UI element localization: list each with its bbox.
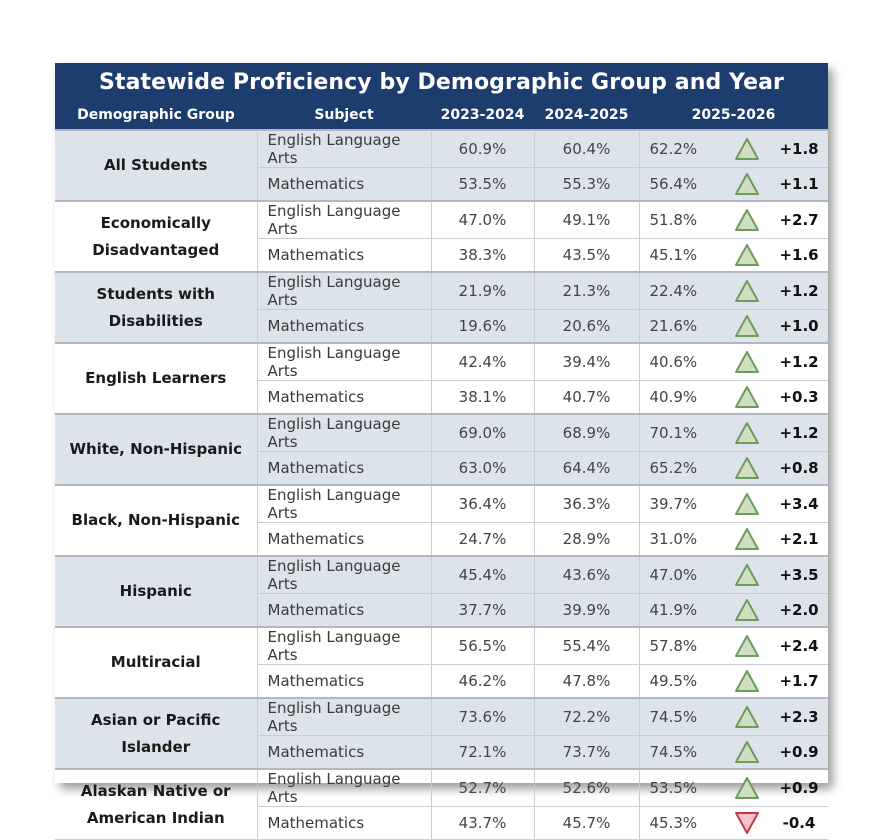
change-value-cell: +1.2	[770, 343, 828, 381]
value-2023-2024-cell: 63.0%	[431, 452, 534, 486]
value-2025-2026-cell: 74.5%	[639, 736, 723, 770]
value-2025-2026-cell: 40.6%	[639, 343, 723, 381]
value-2024-2025-cell: 43.6%	[534, 556, 639, 594]
value-2025-2026-cell: 47.0%	[639, 556, 723, 594]
trend-indicator-cell	[723, 414, 770, 452]
value-2025-2026-cell: 51.8%	[639, 201, 723, 239]
subject-cell: English Language Arts	[257, 343, 431, 381]
triangle-up-icon	[734, 705, 760, 729]
trend-indicator-cell	[723, 201, 770, 239]
demographic-group-cell: Alaskan Native or American Indian	[55, 769, 257, 840]
table-row	[55, 698, 828, 736]
change-value-cell: +0.9	[770, 736, 828, 770]
value-2023-2024-cell: 38.3%	[431, 239, 534, 273]
trend-indicator-cell	[723, 627, 770, 665]
demographic-group-cell: Students with Disabilities	[55, 272, 257, 343]
triangle-up-icon	[734, 669, 760, 693]
trend-indicator-cell	[723, 452, 770, 486]
change-value-cell: +2.4	[770, 627, 828, 665]
value-2024-2025-cell: 72.2%	[534, 698, 639, 736]
change-value-cell: +1.8	[770, 130, 828, 168]
demographic-group-cell: All Students	[55, 130, 257, 201]
subject-cell: English Language Arts	[257, 414, 431, 452]
value-2025-2026-cell: 39.7%	[639, 485, 723, 523]
subject-cell: Mathematics	[257, 736, 431, 770]
subject-cell: Mathematics	[257, 310, 431, 344]
value-2024-2025-cell: 45.7%	[534, 807, 639, 840]
subject-cell: English Language Arts	[257, 485, 431, 523]
trend-indicator-cell	[723, 310, 770, 344]
table-row	[55, 130, 828, 168]
value-2025-2026-cell: 40.9%	[639, 381, 723, 415]
change-value-cell: +1.0	[770, 310, 828, 344]
demographic-group-cell: English Learners	[55, 343, 257, 414]
value-2023-2024-cell: 56.5%	[431, 627, 534, 665]
triangle-up-icon	[734, 137, 760, 161]
triangle-up-icon	[734, 776, 760, 800]
triangle-up-icon	[734, 243, 760, 267]
demographic-group-cell: Economically Disadvantaged	[55, 201, 257, 272]
subject-cell: Mathematics	[257, 594, 431, 628]
proficiency-table	[55, 63, 828, 840]
trend-indicator-cell	[723, 381, 770, 415]
trend-indicator-cell	[723, 556, 770, 594]
table-row	[55, 556, 828, 594]
change-value-cell: -0.4	[770, 807, 828, 840]
table-row	[55, 272, 828, 310]
table-row	[55, 627, 828, 665]
trend-indicator-cell	[723, 769, 770, 807]
value-2023-2024-cell: 24.7%	[431, 523, 534, 557]
header-subject: Subject	[257, 101, 431, 130]
change-value-cell: +2.3	[770, 698, 828, 736]
table-title: Statewide Proficiency by Demographic Group and Year	[55, 63, 828, 101]
change-value-cell: +3.5	[770, 556, 828, 594]
value-2025-2026-cell: 31.0%	[639, 523, 723, 557]
value-2023-2024-cell: 42.4%	[431, 343, 534, 381]
value-2023-2024-cell: 60.9%	[431, 130, 534, 168]
triangle-up-icon	[734, 385, 760, 409]
change-value-cell: +1.7	[770, 665, 828, 699]
change-value-cell: +1.1	[770, 168, 828, 202]
change-value-cell: +2.7	[770, 201, 828, 239]
table-row	[55, 485, 828, 523]
triangle-up-icon	[734, 350, 760, 374]
table-row	[55, 343, 828, 381]
header-demographic-group: Demographic Group	[55, 101, 257, 130]
subject-cell: English Language Arts	[257, 769, 431, 807]
subject-cell: Mathematics	[257, 239, 431, 273]
subject-cell: English Language Arts	[257, 130, 431, 168]
value-2025-2026-cell: 70.1%	[639, 414, 723, 452]
value-2025-2026-cell: 22.4%	[639, 272, 723, 310]
value-2023-2024-cell: 53.5%	[431, 168, 534, 202]
value-2024-2025-cell: 28.9%	[534, 523, 639, 557]
trend-indicator-cell	[723, 130, 770, 168]
value-2024-2025-cell: 43.5%	[534, 239, 639, 273]
table-row	[55, 769, 828, 807]
table-row	[55, 414, 828, 452]
value-2025-2026-cell: 57.8%	[639, 627, 723, 665]
value-2024-2025-cell: 52.6%	[534, 769, 639, 807]
table-body	[55, 130, 828, 840]
triangle-up-icon	[734, 456, 760, 480]
value-2024-2025-cell: 21.3%	[534, 272, 639, 310]
trend-indicator-cell	[723, 807, 770, 840]
value-2023-2024-cell: 73.6%	[431, 698, 534, 736]
value-2024-2025-cell: 64.4%	[534, 452, 639, 486]
value-2023-2024-cell: 72.1%	[431, 736, 534, 770]
header-2025-2026: 2025-2026	[639, 101, 828, 130]
trend-indicator-cell	[723, 485, 770, 523]
value-2023-2024-cell: 45.4%	[431, 556, 534, 594]
change-value-cell: +1.6	[770, 239, 828, 273]
value-2024-2025-cell: 55.3%	[534, 168, 639, 202]
header-2023-2024: 2023-2024	[431, 101, 534, 130]
value-2025-2026-cell: 56.4%	[639, 168, 723, 202]
value-2024-2025-cell: 49.1%	[534, 201, 639, 239]
trend-indicator-cell	[723, 523, 770, 557]
change-value-cell: +0.8	[770, 452, 828, 486]
triangle-up-icon	[734, 598, 760, 622]
demographic-group-cell: Multiracial	[55, 627, 257, 698]
table-row	[55, 201, 828, 239]
value-2025-2026-cell: 45.1%	[639, 239, 723, 273]
value-2025-2026-cell: 21.6%	[639, 310, 723, 344]
value-2025-2026-cell: 49.5%	[639, 665, 723, 699]
triangle-up-icon	[734, 527, 760, 551]
value-2023-2024-cell: 43.7%	[431, 807, 534, 840]
trend-indicator-cell	[723, 343, 770, 381]
value-2025-2026-cell: 45.3%	[639, 807, 723, 840]
trend-indicator-cell	[723, 272, 770, 310]
triangle-up-icon	[734, 634, 760, 658]
subject-cell: Mathematics	[257, 523, 431, 557]
value-2023-2024-cell: 38.1%	[431, 381, 534, 415]
triangle-up-icon	[734, 740, 760, 764]
value-2023-2024-cell: 69.0%	[431, 414, 534, 452]
change-value-cell: +1.2	[770, 414, 828, 452]
triangle-up-icon	[734, 314, 760, 338]
value-2023-2024-cell: 37.7%	[431, 594, 534, 628]
value-2025-2026-cell: 65.2%	[639, 452, 723, 486]
subject-cell: English Language Arts	[257, 698, 431, 736]
value-2023-2024-cell: 46.2%	[431, 665, 534, 699]
trend-indicator-cell	[723, 736, 770, 770]
header-2024-2025: 2024-2025	[534, 101, 639, 130]
triangle-up-icon	[734, 492, 760, 516]
triangle-up-icon	[734, 421, 760, 445]
change-value-cell: +2.0	[770, 594, 828, 628]
subject-cell: Mathematics	[257, 168, 431, 202]
demographic-group-cell: White, Non-Hispanic	[55, 414, 257, 485]
value-2024-2025-cell: 20.6%	[534, 310, 639, 344]
subject-cell: Mathematics	[257, 665, 431, 699]
value-2024-2025-cell: 39.9%	[534, 594, 639, 628]
subject-cell: English Language Arts	[257, 272, 431, 310]
value-2025-2026-cell: 41.9%	[639, 594, 723, 628]
value-2024-2025-cell: 47.8%	[534, 665, 639, 699]
subject-cell: English Language Arts	[257, 201, 431, 239]
value-2023-2024-cell: 47.0%	[431, 201, 534, 239]
change-value-cell: +0.3	[770, 381, 828, 415]
subject-cell: Mathematics	[257, 807, 431, 840]
demographic-group-cell: Black, Non-Hispanic	[55, 485, 257, 556]
subject-cell: English Language Arts	[257, 556, 431, 594]
value-2023-2024-cell: 36.4%	[431, 485, 534, 523]
subject-cell: English Language Arts	[257, 627, 431, 665]
value-2024-2025-cell: 36.3%	[534, 485, 639, 523]
change-value-cell: +1.2	[770, 272, 828, 310]
value-2024-2025-cell: 39.4%	[534, 343, 639, 381]
value-2024-2025-cell: 73.7%	[534, 736, 639, 770]
value-2023-2024-cell: 52.7%	[431, 769, 534, 807]
proficiency-table-card	[55, 63, 828, 832]
demographic-group-cell: Hispanic	[55, 556, 257, 627]
change-value-cell: +3.4	[770, 485, 828, 523]
value-2025-2026-cell: 53.5%	[639, 769, 723, 807]
triangle-up-icon	[734, 208, 760, 232]
value-2024-2025-cell: 40.7%	[534, 381, 639, 415]
value-2025-2026-cell: 74.5%	[639, 698, 723, 736]
trend-indicator-cell	[723, 168, 770, 202]
value-2025-2026-cell: 62.2%	[639, 130, 723, 168]
trend-indicator-cell	[723, 594, 770, 628]
demographic-group-cell: Asian or Pacific Islander	[55, 698, 257, 769]
value-2024-2025-cell: 68.9%	[534, 414, 639, 452]
trend-indicator-cell	[723, 665, 770, 699]
subject-cell: Mathematics	[257, 381, 431, 415]
change-value-cell: +0.9	[770, 769, 828, 807]
subject-cell: Mathematics	[257, 452, 431, 486]
triangle-down-icon	[734, 811, 760, 835]
triangle-up-icon	[734, 279, 760, 303]
value-2024-2025-cell: 55.4%	[534, 627, 639, 665]
value-2024-2025-cell: 60.4%	[534, 130, 639, 168]
trend-indicator-cell	[723, 698, 770, 736]
value-2023-2024-cell: 21.9%	[431, 272, 534, 310]
change-value-cell: +2.1	[770, 523, 828, 557]
value-2023-2024-cell: 19.6%	[431, 310, 534, 344]
triangle-up-icon	[734, 172, 760, 196]
trend-indicator-cell	[723, 239, 770, 273]
triangle-up-icon	[734, 563, 760, 587]
